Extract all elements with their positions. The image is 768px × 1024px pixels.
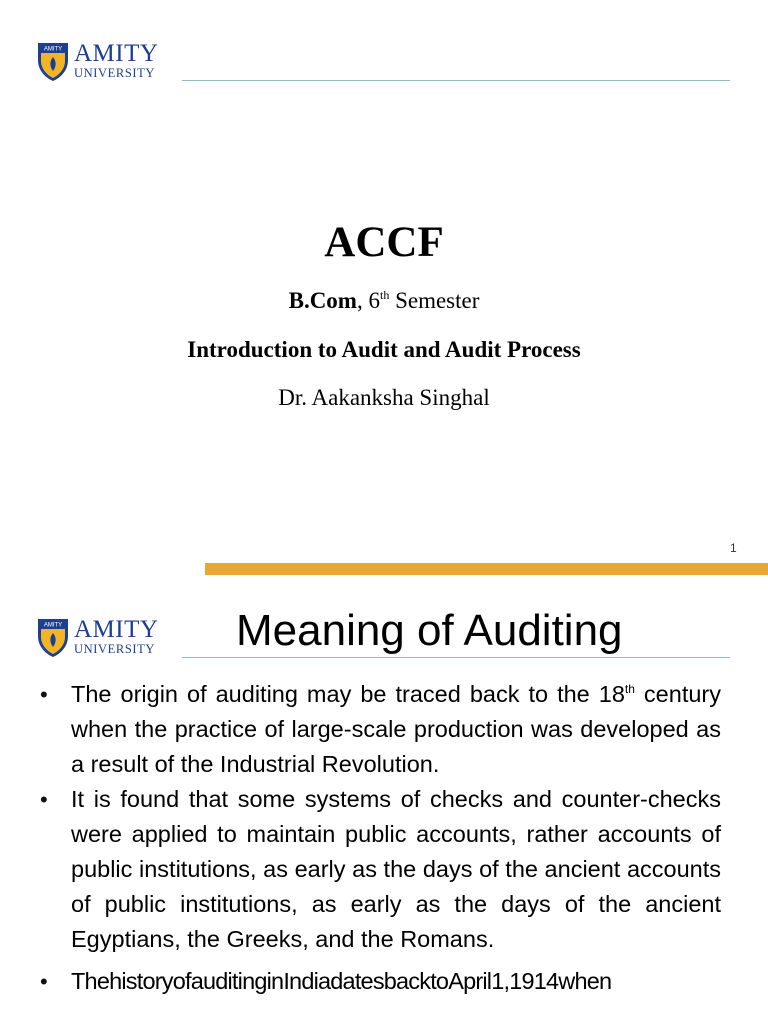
bullet-text: The origin of auditing may be traced back to the 18th century when the practice of large-scale production was developed as a result of the Industrial Revolution. <box>71 681 721 777</box>
logo-brand: AMITY <box>74 40 159 68</box>
gold-footer-bar <box>205 563 768 575</box>
course-line <box>0 288 768 314</box>
slide-title: Meaning of Auditing <box>236 606 623 655</box>
amity-logo <box>36 40 158 82</box>
page-number: 1 <box>730 541 737 555</box>
ordinal-suffix: th <box>379 288 390 302</box>
bullet-icon: • <box>40 682 48 707</box>
logo-sub: UNIVERSITY <box>74 66 155 81</box>
semester-label: Semester <box>389 288 480 313</box>
logo-brand: AMITY <box>74 616 159 644</box>
amity-shield-icon <box>36 40 70 82</box>
semester-prefix: , 6 <box>356 288 380 313</box>
list-item <box>40 677 721 782</box>
bullet-text: ThehistoryofauditinginIndiadatesbacktoApril1,1914when <box>71 968 612 994</box>
ordinal-suffix: th <box>624 682 635 696</box>
bullet-icon: • <box>40 787 48 812</box>
header-rule <box>182 657 730 658</box>
bullet-list <box>40 677 721 999</box>
amity-logo <box>36 616 158 658</box>
svg-text:AMITY: AMITY <box>43 622 63 629</box>
subject-title: Introduction to Audit and Audit Process <box>187 337 581 362</box>
list-item <box>40 957 721 999</box>
amity-shield-icon <box>36 616 70 658</box>
program-name: B.Com <box>288 288 357 313</box>
slide-title: ACCF <box>324 219 444 266</box>
header-rule <box>182 80 730 81</box>
svg-text:AMITY: AMITY <box>43 46 63 53</box>
bullet-icon: • <box>40 969 48 994</box>
logo-sub: UNIVERSITY <box>74 642 155 657</box>
author-name: Dr. Aakanksha Singhal <box>278 385 490 410</box>
bullet-text: It is found that some systems of checks and counter-checks were applied to maintain public accounts, rather accounts of public institutions, as early as the days of the ancient accounts of public institutions, as early as the days of the ancient Egyptians, the Greeks, and the Romans. <box>71 786 721 952</box>
content-slide <box>0 576 768 1024</box>
list-item <box>40 782 721 957</box>
